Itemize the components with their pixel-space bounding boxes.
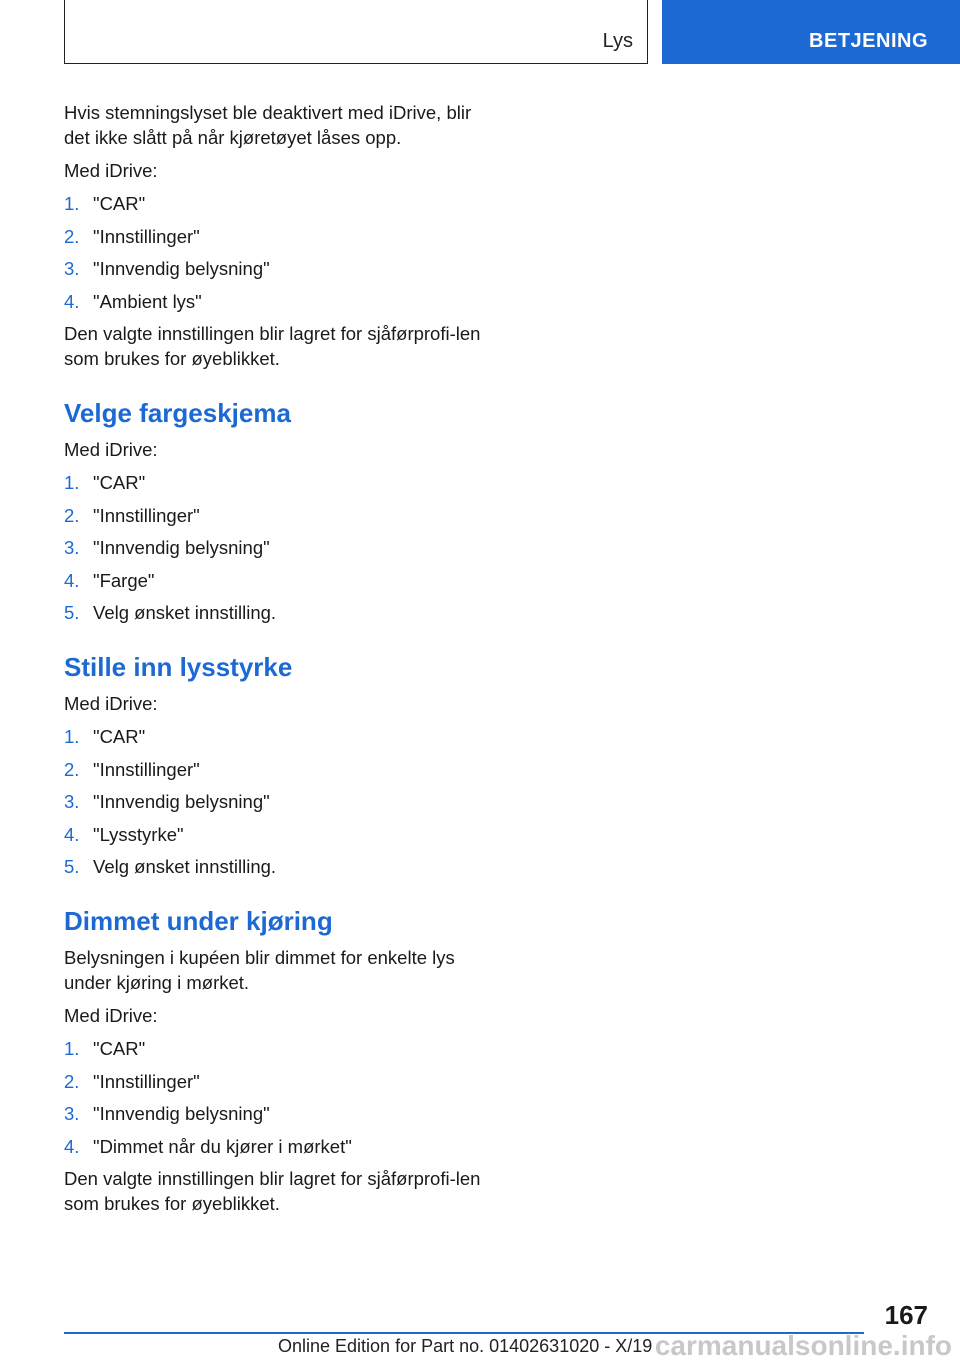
step-number: 5. xyxy=(64,856,80,877)
step-text: "Innstillinger" xyxy=(93,1070,200,1092)
step-number: 3. xyxy=(64,537,80,558)
step-number: 2. xyxy=(64,504,80,526)
page-number: 167 xyxy=(884,1300,928,1330)
step-text: "Innvendig belysning" xyxy=(93,1103,270,1124)
dimmed-paragraph: Belysningen i kupéen blir dimmet for enkelte lys under kjøring i mørket. xyxy=(64,947,455,993)
brightness-lead: Med iDrive: xyxy=(64,693,158,714)
step-text: "CAR" xyxy=(93,1038,146,1059)
step-text: "Farge" xyxy=(93,569,155,591)
list-item xyxy=(64,757,484,782)
step-number: 1. xyxy=(64,472,80,493)
chapter-tab-label: BETJENING xyxy=(809,30,928,52)
list-item xyxy=(64,1134,484,1159)
step-text: Velg ønsket innstilling. xyxy=(93,856,277,877)
list-item xyxy=(64,535,484,560)
intro-lead: Med iDrive: xyxy=(64,160,158,181)
list-item xyxy=(64,191,484,216)
step-text: "CAR" xyxy=(93,472,146,493)
step-text: "Lysstyrke" xyxy=(93,823,184,845)
step-text: "Innvendig belysning" xyxy=(93,791,270,812)
step-number: 1. xyxy=(64,726,80,747)
heading-color-scheme: Velge fargeskjema xyxy=(64,398,291,428)
list-item xyxy=(64,724,484,749)
step-number: 2. xyxy=(64,758,80,780)
list-item xyxy=(64,568,484,593)
step-text: "Innstillinger" xyxy=(93,758,200,780)
header-section-box xyxy=(64,0,648,64)
list-item xyxy=(64,1069,484,1094)
list-item xyxy=(64,470,484,495)
step-text: "Innvendig belysning" xyxy=(93,258,270,279)
list-item xyxy=(64,854,484,879)
step-number: 1. xyxy=(64,1038,80,1059)
step-number: 3. xyxy=(64,791,80,812)
step-text: "CAR" xyxy=(93,193,146,214)
watermark: carmanualsonline.info xyxy=(654,1330,952,1361)
heading-dimmed: Dimmet under kjøring xyxy=(64,906,333,936)
step-text: Velg ønsket innstilling. xyxy=(93,602,277,623)
color-scheme-steps xyxy=(64,470,484,625)
heading-brightness: Stille inn lysstyrke xyxy=(64,652,293,682)
step-text: "Innvendig belysning" xyxy=(93,537,270,558)
list-item xyxy=(64,1101,484,1126)
step-number: 4. xyxy=(64,290,80,312)
list-item xyxy=(64,789,484,814)
dimmed-note: Den valgte innstillingen blir lagret for sjåførprofi-len som brukes for øyeblikket. xyxy=(64,1168,481,1214)
list-item xyxy=(64,224,484,249)
list-item xyxy=(64,503,484,528)
step-text: "Innstillinger" xyxy=(93,225,200,247)
intro-note: Den valgte innstillingen blir lagret for sjåførprofi-len som brukes for øyeblikket. xyxy=(64,323,481,369)
intro-steps xyxy=(64,191,484,314)
footer-edition: Online Edition for Part no. 01402631020 - X/19 xyxy=(278,1336,653,1356)
step-number: 1. xyxy=(64,193,80,214)
section-title: Lys xyxy=(602,30,633,52)
list-item xyxy=(64,600,484,625)
step-text: "Dimmet når du kjører i mørket" xyxy=(93,1135,352,1157)
step-text: "CAR" xyxy=(93,726,146,747)
step-number: 4. xyxy=(64,1135,80,1157)
color-scheme-lead: Med iDrive: xyxy=(64,439,158,460)
list-item xyxy=(64,1036,484,1061)
list-item xyxy=(64,256,484,281)
step-number: 2. xyxy=(64,225,80,247)
chapter-tab[interactable] xyxy=(662,0,960,64)
dimmed-lead: Med iDrive: xyxy=(64,1005,158,1026)
brightness-steps xyxy=(64,724,484,879)
step-number: 4. xyxy=(64,569,80,591)
step-text: "Ambient lys" xyxy=(93,290,202,312)
step-text: "Innstillinger" xyxy=(93,504,200,526)
dimmed-steps xyxy=(64,1036,484,1159)
list-item xyxy=(64,822,484,847)
step-number: 3. xyxy=(64,258,80,279)
page-content xyxy=(64,100,484,1224)
step-number: 3. xyxy=(64,1103,80,1124)
intro-paragraph: Hvis stemningslyset ble deaktivert med iDrive, blir det ikke slått på når kjøretøyet låses opp. xyxy=(64,102,472,148)
step-number: 4. xyxy=(64,823,80,845)
step-number: 5. xyxy=(64,602,80,623)
step-number: 2. xyxy=(64,1070,80,1092)
list-item xyxy=(64,289,484,314)
